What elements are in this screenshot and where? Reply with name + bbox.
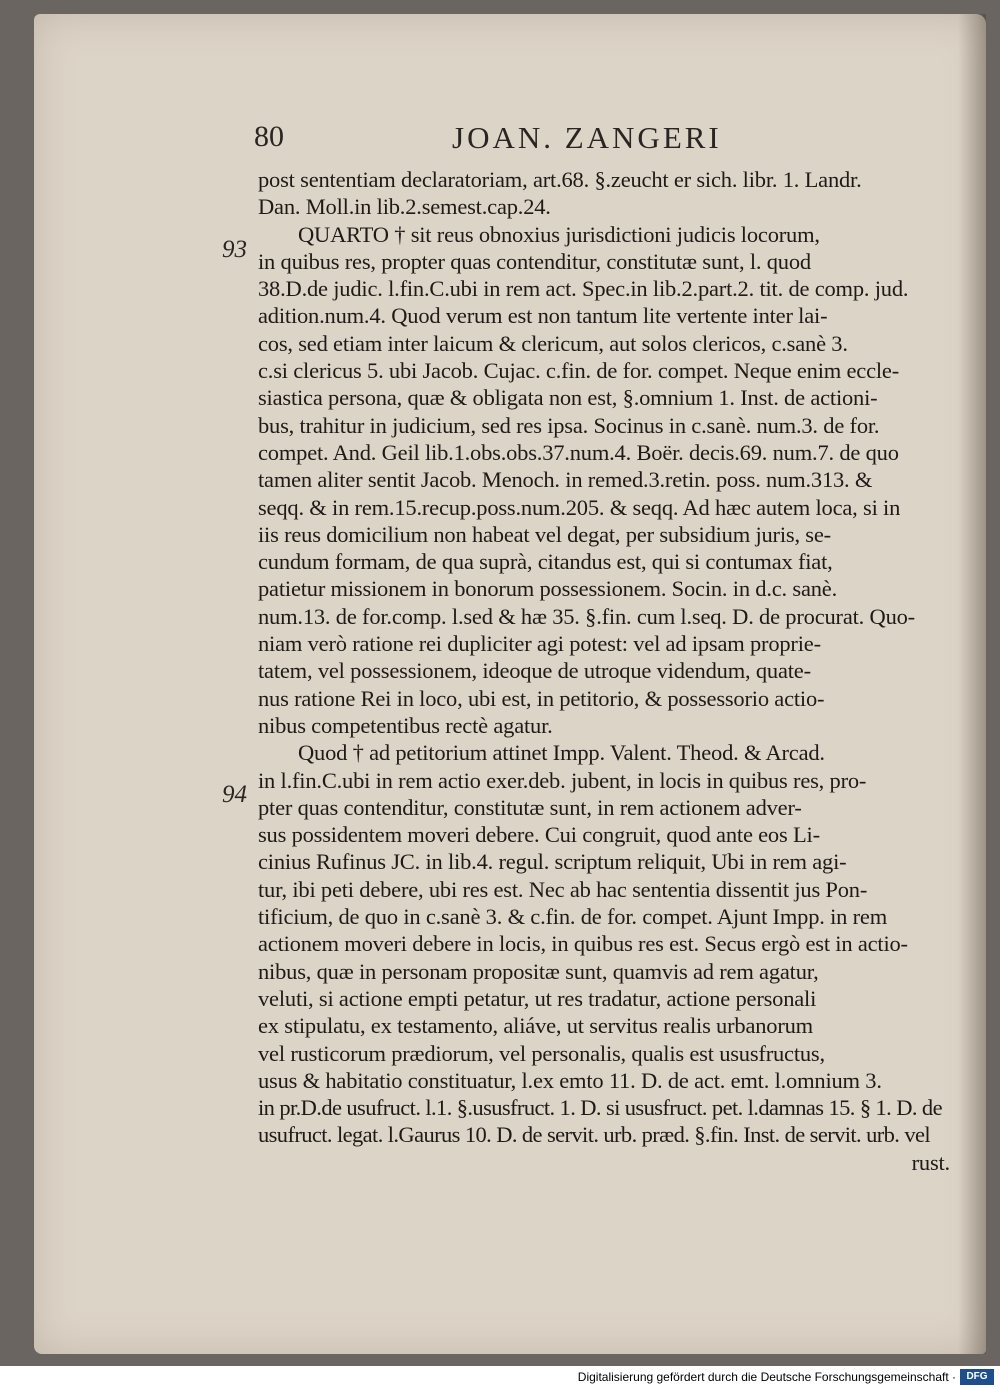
text-line: veluti, si actione empti petatur, ut res tradatur, actione personali — [258, 985, 817, 1011]
text-line: c.si clericus 5. ubi Jacob. Cujac. c.fin. de for. compet. Neque enim eccle- — [258, 358, 900, 384]
text-line: post sententiam declaratoriam, art.68. §.zeucht er sich. libr. 1. Landr. — [258, 167, 862, 192]
text-line: in l.fin.C.ubi in rem actio exer.deb. jubent, in locis in quibus res, pro- — [258, 767, 867, 793]
margin-number-94: 94 — [222, 781, 247, 808]
text-line: iis reus domicilium non habeat vel degat, per subsidium juris, se- — [258, 521, 831, 547]
margin-number-93: 93 — [222, 236, 247, 263]
text-line: 38.D.de judic. l.fin.C.ubi in rem act. Spec.in lib.2.part.2. tit. de comp. jud. — [258, 276, 909, 302]
footer-bar — [0, 1366, 1000, 1389]
text-line: cundum formam, de qua suprà, citandus est, qui si contumax fiat, — [258, 549, 833, 575]
text-line: bus, trahitur in judicium, sed res ipsa. Socinus in c.sanè. num.3. de for. — [258, 412, 880, 438]
page-edge-shadow — [958, 14, 986, 1354]
text-line: cos, sed etiam inter laicum & clericum, aut solos clericos, c.sanè 3. — [258, 330, 848, 356]
text-line: num.13. de for.comp. l.sed & hæ 35. §.fin. cum l.seq. D. de procurat. Quo- — [258, 603, 915, 629]
text-line: Quod † ad petitorium attinet Impp. Valent. Theod. & Arcad. — [298, 740, 825, 766]
text-line: pter quas contenditur, constitutæ sunt, in rem actionem adver- — [258, 794, 802, 820]
text-line: actionem moveri debere in locis, in quibus res est. Secus ergò est in actio- — [258, 931, 908, 957]
dfg-logo-icon: DFG — [960, 1369, 994, 1385]
text-line: nibus competentibus rectè agatur. — [258, 712, 553, 738]
text-line: ex stipulatu, ex testamento, aliáve, ut servitus realis urbanorum — [258, 1013, 813, 1039]
text-line: compet. And. Geil lib.1.obs.obs.37.num.4. Boër. decis.69. num.7. de quo — [258, 439, 899, 465]
running-title: JOAN. ZANGERI — [452, 120, 722, 155]
page-header — [254, 120, 964, 164]
text-line: cinius Rufinus JC. in lib.4. regul. scriptum reliquit, Ubi in rem agi- — [258, 849, 847, 875]
text-line: vel rusticorum prædiorum, vel personalis, qualis est ususfructus, — [258, 1040, 825, 1066]
text-line: adition.num.4. Quod verum est non tantum lite vertente inter lai- — [258, 303, 828, 329]
text-line: sus possidentem moveri debere. Cui congruit, quod ante eos Li- — [258, 822, 820, 848]
footer-credit: Digitalisierung gefördert durch die Deutsche Forschungsgemeinschaft · — [577, 1370, 956, 1384]
text-line: tamen aliter sentit Jacob. Menoch. in remed.3.retin. poss. num.313. & — [258, 467, 873, 493]
text-line: in pr.D.de usufruct. l.1. §.ususfruct. 1. D. si ususfruct. pet. l.damnas 15. § 1. D. de — [258, 1095, 942, 1121]
text-line: tificium, de quo in c.sanè 3. & c.fin. de for. compet. Ajunt Impp. in rem — [258, 904, 888, 930]
text-line: nibus, quæ in personam propositæ sunt, quamvis ad rem agatur, — [258, 958, 819, 984]
text-line: usufruct. legat. l.Gaurus 10. D. de servit. urb. præd. §.fin. Inst. de servit. urb. vel — [258, 1122, 931, 1148]
text-line: niam verò ratione rei dupliciter agi potest: vel ad ipsam proprie- — [258, 631, 821, 657]
text-line: rust. — [911, 1149, 950, 1175]
text-line: usus & habitatio constituatur, l.ex emto 11. D. de act. emt. l.omnium 3. — [258, 1067, 882, 1093]
text-line: siastica persona, quæ & obligata non est, §.omnium 1. Inst. de actioni- — [258, 385, 878, 411]
text-line: tur, ibi peti debere, ubi res est. Nec ab hac sententia dissentit jus Pon- — [258, 876, 868, 902]
body-text — [258, 166, 950, 1176]
text-line: QUARTO † sit reus obnoxius jurisdictioni judicis locorum, — [298, 221, 820, 247]
text-line: patietur missionem in bonorum possessionem. Socin. in d.c. sanè. — [258, 576, 838, 602]
text-line: seqq. & in rem.15.recup.poss.num.205. & seqq. Ad hæc autem loca, si in — [258, 494, 901, 520]
text-line: tatem, vel possessionem, ideoque de utroque videndum, quate- — [258, 658, 811, 684]
text-line: in quibus res, propter quas contenditur, constitutæ sunt, l. quod — [258, 248, 811, 274]
page-number: 80 — [254, 120, 284, 153]
text-line: nus ratione Rei in loco, ubi est, in petitorio, & possessorio actio- — [258, 685, 825, 711]
text-line: Dan. Moll.in lib.2.semest.cap.24. — [258, 194, 551, 220]
